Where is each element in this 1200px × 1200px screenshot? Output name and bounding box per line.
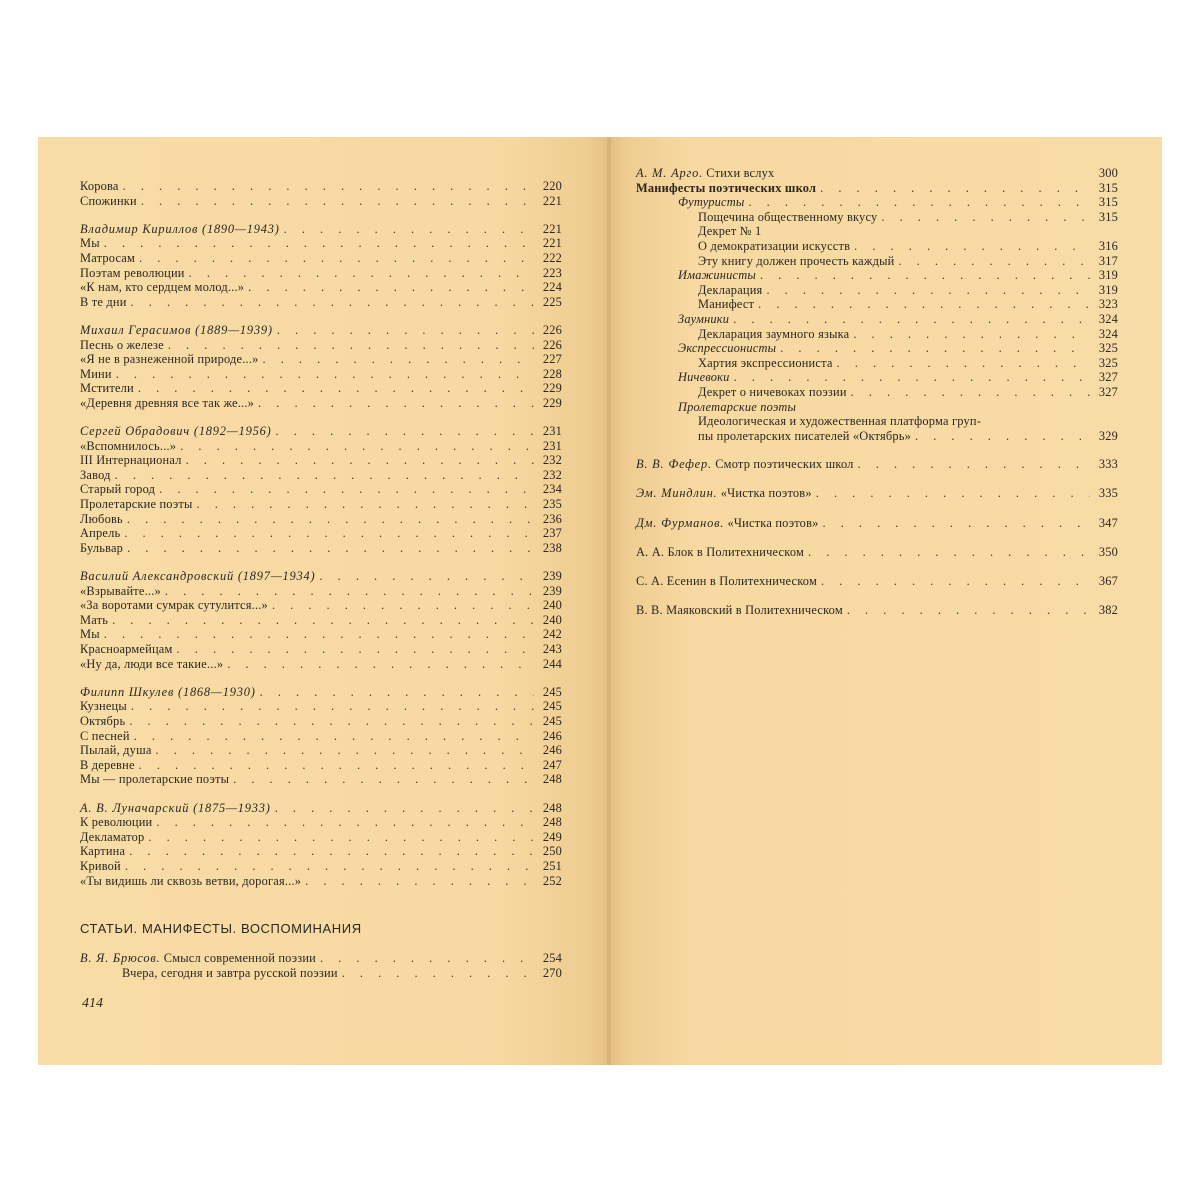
toc-entry: Песнь о железе . . . 226 xyxy=(80,338,562,353)
toc-entry: Хартия экспрессиониста . . . 325 xyxy=(636,356,1118,371)
toc-group xyxy=(80,323,562,411)
toc-entry: В. В. Фефер. Смотр поэтических школ . . . 333 xyxy=(636,457,1118,472)
toc-entry: Кузнецы . . . 245 xyxy=(80,699,562,714)
toc-entry: «Деревня древняя все так же...» . . . 229 xyxy=(80,396,562,411)
toc-entry: В. В. Маяковский в Политехническом . . . 382 xyxy=(636,603,1118,618)
toc-entry: III Интернационал . . . 232 xyxy=(80,453,562,468)
toc-entry: Бульвар . . . 238 xyxy=(80,541,562,556)
toc-entry: «Ну да, люди все такие...» . . . 244 xyxy=(80,657,562,672)
toc-entry: В те дни . . . 225 xyxy=(80,295,562,310)
toc-entry: Спожинки . . . 221 xyxy=(80,194,562,209)
toc-entry: Идеологическая и художественная платформа груп- xyxy=(698,414,982,429)
toc-entry: К революции . . . 248 xyxy=(80,815,562,830)
toc-entry: В. Я. Брюсов. Смысл современной поэзии . . . 254 xyxy=(80,951,562,966)
toc-entry: Мы . . . 221 xyxy=(80,236,562,251)
toc-school: Футуристы . . . 315 xyxy=(636,195,1118,210)
toc-entry: Красноармейцам . . . 243 xyxy=(80,642,562,657)
toc-group xyxy=(80,801,562,889)
toc-author: А. В. Луначарский (1875—1933) . . . 248 xyxy=(80,801,562,816)
toc-author: Владимир Кириллов (1890—1943) . . . 221 xyxy=(80,222,562,237)
page-number: 414 xyxy=(82,996,103,1011)
toc-author: Сергей Обрадович (1892—1956) . . . 231 xyxy=(80,424,562,439)
toc-author: Михаил Герасимов (1889—1939) . . . 226 xyxy=(80,323,562,338)
toc-author: Филипп Шкулев (1868—1930) . . . 245 xyxy=(80,685,562,700)
toc-entry: Завод . . . 232 xyxy=(80,468,562,483)
toc-entry: Апрель . . . 237 xyxy=(80,526,562,541)
toc-entry: Декрет № 1 xyxy=(698,224,762,239)
toc-entry: А. М. Арго. Стихи вслух 300 xyxy=(636,166,1118,180)
toc-entry: Мини . . . 228 xyxy=(80,367,562,382)
articles-list xyxy=(80,951,562,980)
right-toc xyxy=(636,166,1118,618)
toc-group xyxy=(80,222,562,310)
toc-entry: «К нам, кто сердцем молод...» . . . 224 xyxy=(80,280,562,295)
toc-school: Заумники . . . 324 xyxy=(636,312,1118,327)
toc-entry: Эм. Миндлин. «Чистка поэтов» . . . 335 xyxy=(636,486,1118,501)
toc-entry: Старый город . . . 234 xyxy=(80,482,562,497)
toc-group xyxy=(80,424,562,555)
toc-entry: «Вспомнилось...» . . . 231 xyxy=(80,439,562,454)
toc-group xyxy=(80,685,562,787)
toc-entry: Декларация . . . 319 xyxy=(636,283,1118,298)
toc-heading: Манифесты поэтических школ . . . 315 xyxy=(636,181,1118,196)
toc-school: Имажинисты . . . 319 xyxy=(636,268,1118,283)
toc-entry: Поэтам революции . . . 223 xyxy=(80,266,562,281)
toc-entry: «Ты видишь ли сквозь ветви, дорогая...» . . . 252 xyxy=(80,874,562,889)
toc-entry: Пролетарские поэты . . . 235 xyxy=(80,497,562,512)
toc-entry: Картина . . . 250 xyxy=(80,844,562,859)
toc-entry: Декларация заумного языка . . . 324 xyxy=(636,327,1118,342)
toc-entry: С. А. Есенин в Политехническом . . . 367 xyxy=(636,574,1118,589)
toc-entry: Мы — пролетарские поэты . . . 248 xyxy=(80,772,562,787)
toc-entry: «Я не в разнеженной природе...» . . . 227 xyxy=(80,352,562,367)
toc-entry: Мать . . . 240 xyxy=(80,613,562,628)
toc-entry: пы пролетарских писателей «Октябрь» . . . 329 xyxy=(636,429,1118,444)
toc-school: Ничевоки . . . 327 xyxy=(636,370,1118,385)
toc-entry: Матросам . . . 222 xyxy=(80,251,562,266)
toc-entry: Любовь . . . 236 xyxy=(80,512,562,527)
toc-entry: А. А. Блок в Политехническом . . . 350 xyxy=(636,545,1118,560)
toc-entry: Дм. Фурманов. «Чистка поэтов» . . . 347 xyxy=(636,516,1118,531)
toc-entry: «Взрывайте...» . . . 239 xyxy=(80,584,562,599)
section-heading: СТАТЬИ. МАНИФЕСТЫ. ВОСПОМИНАНИЯ xyxy=(80,921,362,936)
toc-entry: Манифест . . . 323 xyxy=(636,297,1118,312)
toc-group xyxy=(80,179,562,208)
toc-group xyxy=(80,569,562,671)
toc-entry: Эту книгу должен прочесть каждый . . . 317 xyxy=(636,254,1118,269)
toc-entry: Декрет о ничевоках поэзии . . . 327 xyxy=(636,385,1118,400)
toc-entry: С песней . . . 246 xyxy=(80,729,562,744)
toc-entry: Пощечина общественному вкусу . . . 315 xyxy=(636,210,1118,225)
toc-entry: Декламатор . . . 249 xyxy=(80,830,562,845)
toc-entry: О демократизации искусств . . . 316 xyxy=(636,239,1118,254)
toc-entry: Вчера, сегодня и завтра русской поэзии . . . 270 xyxy=(80,966,562,981)
toc-entry: Мстители . . . 229 xyxy=(80,381,562,396)
toc-entry: Октябрь . . . 245 xyxy=(80,714,562,729)
toc-entry: Кривой . . . 251 xyxy=(80,859,562,874)
toc-entry: В деревне . . . 247 xyxy=(80,758,562,773)
toc-entry: Корова . . . 220 xyxy=(80,179,562,194)
toc-author: Василий Александровский (1897—1934) . . . 239 xyxy=(80,569,562,584)
toc-school: Пролетарские поэты xyxy=(678,399,797,414)
toc-school: Экспрессионисты . . . 325 xyxy=(636,341,1118,356)
toc-entry: Пылай, душа . . . 246 xyxy=(80,743,562,758)
book-gutter xyxy=(607,137,611,1065)
toc-entry: «За воротами сумрак сутулится...» . . . 240 xyxy=(80,598,562,613)
toc-entry: Мы . . . 242 xyxy=(80,627,562,642)
left-toc xyxy=(80,179,562,902)
